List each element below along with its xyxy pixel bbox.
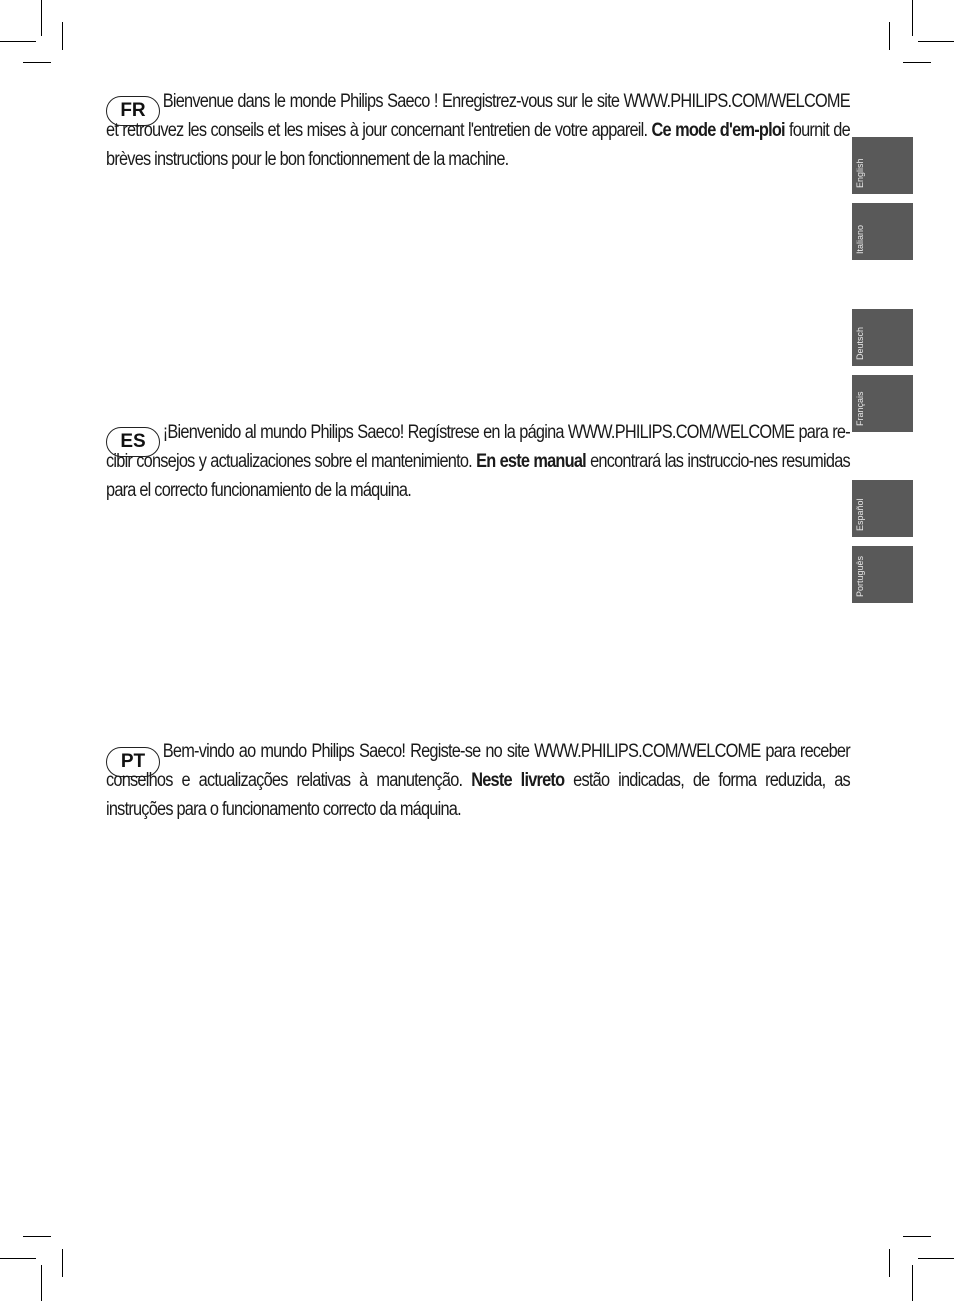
language-tab-espanol[interactable] xyxy=(852,480,913,537)
language-tab-label: Deutsch xyxy=(855,326,865,360)
language-tab-label: Français xyxy=(855,391,865,426)
intro-bold-es: En este manual xyxy=(476,451,586,472)
crop-mark xyxy=(903,62,931,63)
language-tab-label: English xyxy=(855,158,865,188)
crop-mark xyxy=(889,1249,890,1277)
crop-mark xyxy=(23,1236,51,1237)
language-badge-pt: PT xyxy=(106,747,160,777)
section-fr xyxy=(106,87,850,174)
language-tab-label: Español xyxy=(855,498,865,531)
language-tab-portugues[interactable] xyxy=(852,546,913,603)
intro-text-end-pt: estão indicadas, de forma reduzida, as instruções para o funcionamento correcto da máquina. xyxy=(106,770,850,820)
intro-text-pt: Bem-vindo ao mundo Philips Saeco! Registe-se no site WWW.PHILIPS.COM/WELCOME para receber conselhos e actualizações relativas à manutenção. xyxy=(106,741,850,791)
intro-text-fr: Bienvenue dans le monde Philips Saeco ! Enregistrez-vous sur le site WWW.PHILIPS.COM/WELCOME et retrouvez les conseils et les mises à jour concernant l'entretien de votre appareil. xyxy=(106,91,850,141)
crop-mark xyxy=(62,22,63,50)
language-badge-es: ES xyxy=(106,427,160,457)
language-tab-francais[interactable] xyxy=(852,375,913,432)
crop-mark xyxy=(0,1258,36,1259)
intro-text-es: ¡Bienvenido al mundo Philips Saeco! Regístrese en la página WWW.PHILIPS.COM/WELCOME para re-cibir consejos y actualizaciones sobre el mantenimiento. xyxy=(106,422,850,472)
crop-mark xyxy=(912,0,913,36)
intro-bold-pt: Neste livreto xyxy=(471,770,565,791)
crop-mark xyxy=(23,62,51,63)
language-tab-deutsch[interactable] xyxy=(852,309,913,366)
section-pt xyxy=(106,737,850,824)
intro-paragraph-fr xyxy=(106,87,850,174)
crop-mark xyxy=(41,1265,42,1301)
intro-bold-fr: Ce mode d'em-ploi xyxy=(651,120,785,141)
crop-mark xyxy=(918,1258,954,1259)
crop-mark xyxy=(918,41,954,42)
crop-mark xyxy=(62,1249,63,1277)
language-tab-italiano[interactable] xyxy=(852,203,913,260)
section-es xyxy=(106,418,850,505)
language-tab-label: Português xyxy=(855,555,865,597)
crop-mark xyxy=(0,41,36,42)
crop-mark xyxy=(889,22,890,50)
intro-text-end-fr: fournit de brèves instructions pour le bon fonctionnement de la machine. xyxy=(106,120,850,170)
crop-mark xyxy=(903,1236,931,1237)
crop-mark xyxy=(912,1265,913,1301)
crop-mark xyxy=(41,0,42,36)
language-badge-fr: FR xyxy=(106,96,160,126)
language-tab-label: Italiano xyxy=(855,224,865,254)
intro-text-end-es: encontrará las instruccio-nes resumidas para el correcto funcionamiento de la máquina. xyxy=(106,451,850,501)
language-tab-english[interactable] xyxy=(852,137,913,194)
intro-paragraph-pt xyxy=(106,737,850,824)
intro-paragraph-es xyxy=(106,418,850,505)
